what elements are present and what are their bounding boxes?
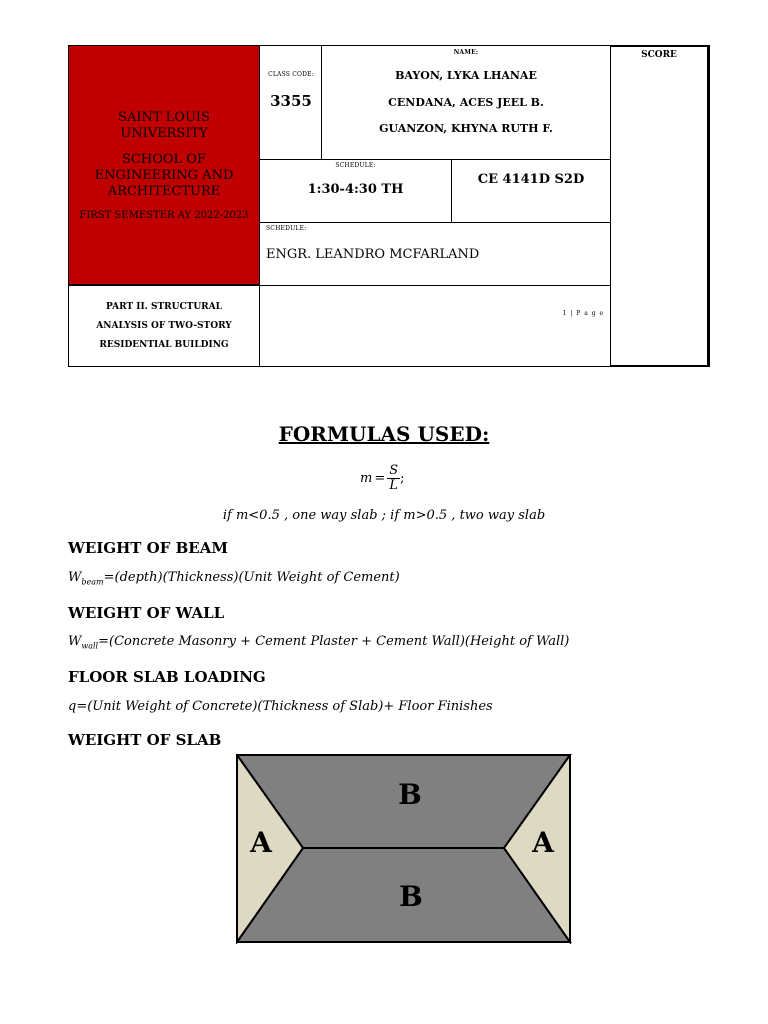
class-code-value: 3355 — [270, 92, 312, 110]
page-cell — [259, 285, 611, 367]
ratio-lhs: m — [360, 470, 373, 486]
instructor-name: ENGR. LEANDRO MCFARLAND — [266, 247, 480, 262]
wall-heading: WEIGHT OF WALL — [68, 604, 225, 622]
class-code-cell — [259, 45, 322, 160]
student-name-3: GUANZON, KHYNA RUTH F. — [379, 122, 553, 135]
beam-formula-text: (depth)(Thickness)(Unit Weight of Cement) — [114, 570, 400, 585]
label-b-top: B — [398, 778, 422, 811]
score-cell — [610, 45, 710, 367]
ratio-formula: m = $\frac{S}{L}$ ; — [360, 462, 405, 493]
student-name-2: CENDANA, ACES JEEL B. — [388, 96, 544, 109]
student-name-1: BAYON, LYKA LHANAE — [395, 69, 537, 82]
instructor-label: SCHEDULE: — [266, 225, 307, 232]
formulas-title: FORMULAS USED: — [278, 422, 490, 446]
score-label: SCORE — [641, 50, 677, 60]
wall-formula-text: (Concrete Masonry + Cement Plaster + Cement Wall)(Height of Wall) — [109, 634, 570, 649]
school-name: SCHOOL OF ENGINEERING AND ARCHITECTURE — [94, 151, 234, 199]
slab-condition: if m<0.5 , one way slab ; if m>0.5 , two way slab — [222, 508, 546, 523]
beam-heading: WEIGHT OF BEAM — [68, 539, 228, 557]
slab-heading: WEIGHT OF SLAB — [68, 731, 222, 749]
semester: FIRST SEMESTER AY 2022-2023 — [79, 209, 249, 221]
ratio-numerator: S — [389, 462, 399, 478]
label-b-bottom: B — [399, 880, 423, 913]
slab-loading-heading: FLOOR SLAB LOADING — [68, 668, 266, 686]
course-cell — [451, 159, 611, 223]
label-a-right: A — [532, 826, 554, 859]
label-a-left: A — [250, 826, 272, 859]
wall-formula: $W_{wall}=(Concrete$ Masonry + Cement Plaster + Cement Wall)(Height of Wall) — [68, 634, 570, 651]
name-cell — [321, 45, 611, 160]
page-number: 1 | P a g e — [562, 310, 604, 317]
slab-loading-formula: q=(Unit Weight of Concrete)(Thickness of Slab)+ Floor Finishes — [68, 699, 493, 714]
university-name: SAINT LOUIS UNIVERSITY — [118, 109, 210, 141]
course-value: CE 4141D S2D — [477, 172, 585, 187]
beam-formula: $W_{beam}=(depth)(Thickness)(Unit$ Weight of Cement) — [68, 570, 400, 587]
instructor-cell — [259, 222, 611, 286]
schedule-label: SCHEDULE: — [335, 162, 376, 169]
name-label: NAME: — [453, 49, 479, 56]
schedule-cell — [259, 159, 452, 223]
part-title: PART II. STRUCTURAL ANALYSIS OF TWO-STORY RESIDENTIAL BUILDING — [68, 285, 260, 367]
slab-tributary-diagram — [236, 754, 572, 944]
schedule-value: 1:30-4:30 TH — [307, 182, 404, 197]
ratio-denominator: L — [389, 477, 398, 493]
class-code-label: CLASS CODE: — [268, 71, 314, 78]
university-panel — [68, 45, 260, 285]
